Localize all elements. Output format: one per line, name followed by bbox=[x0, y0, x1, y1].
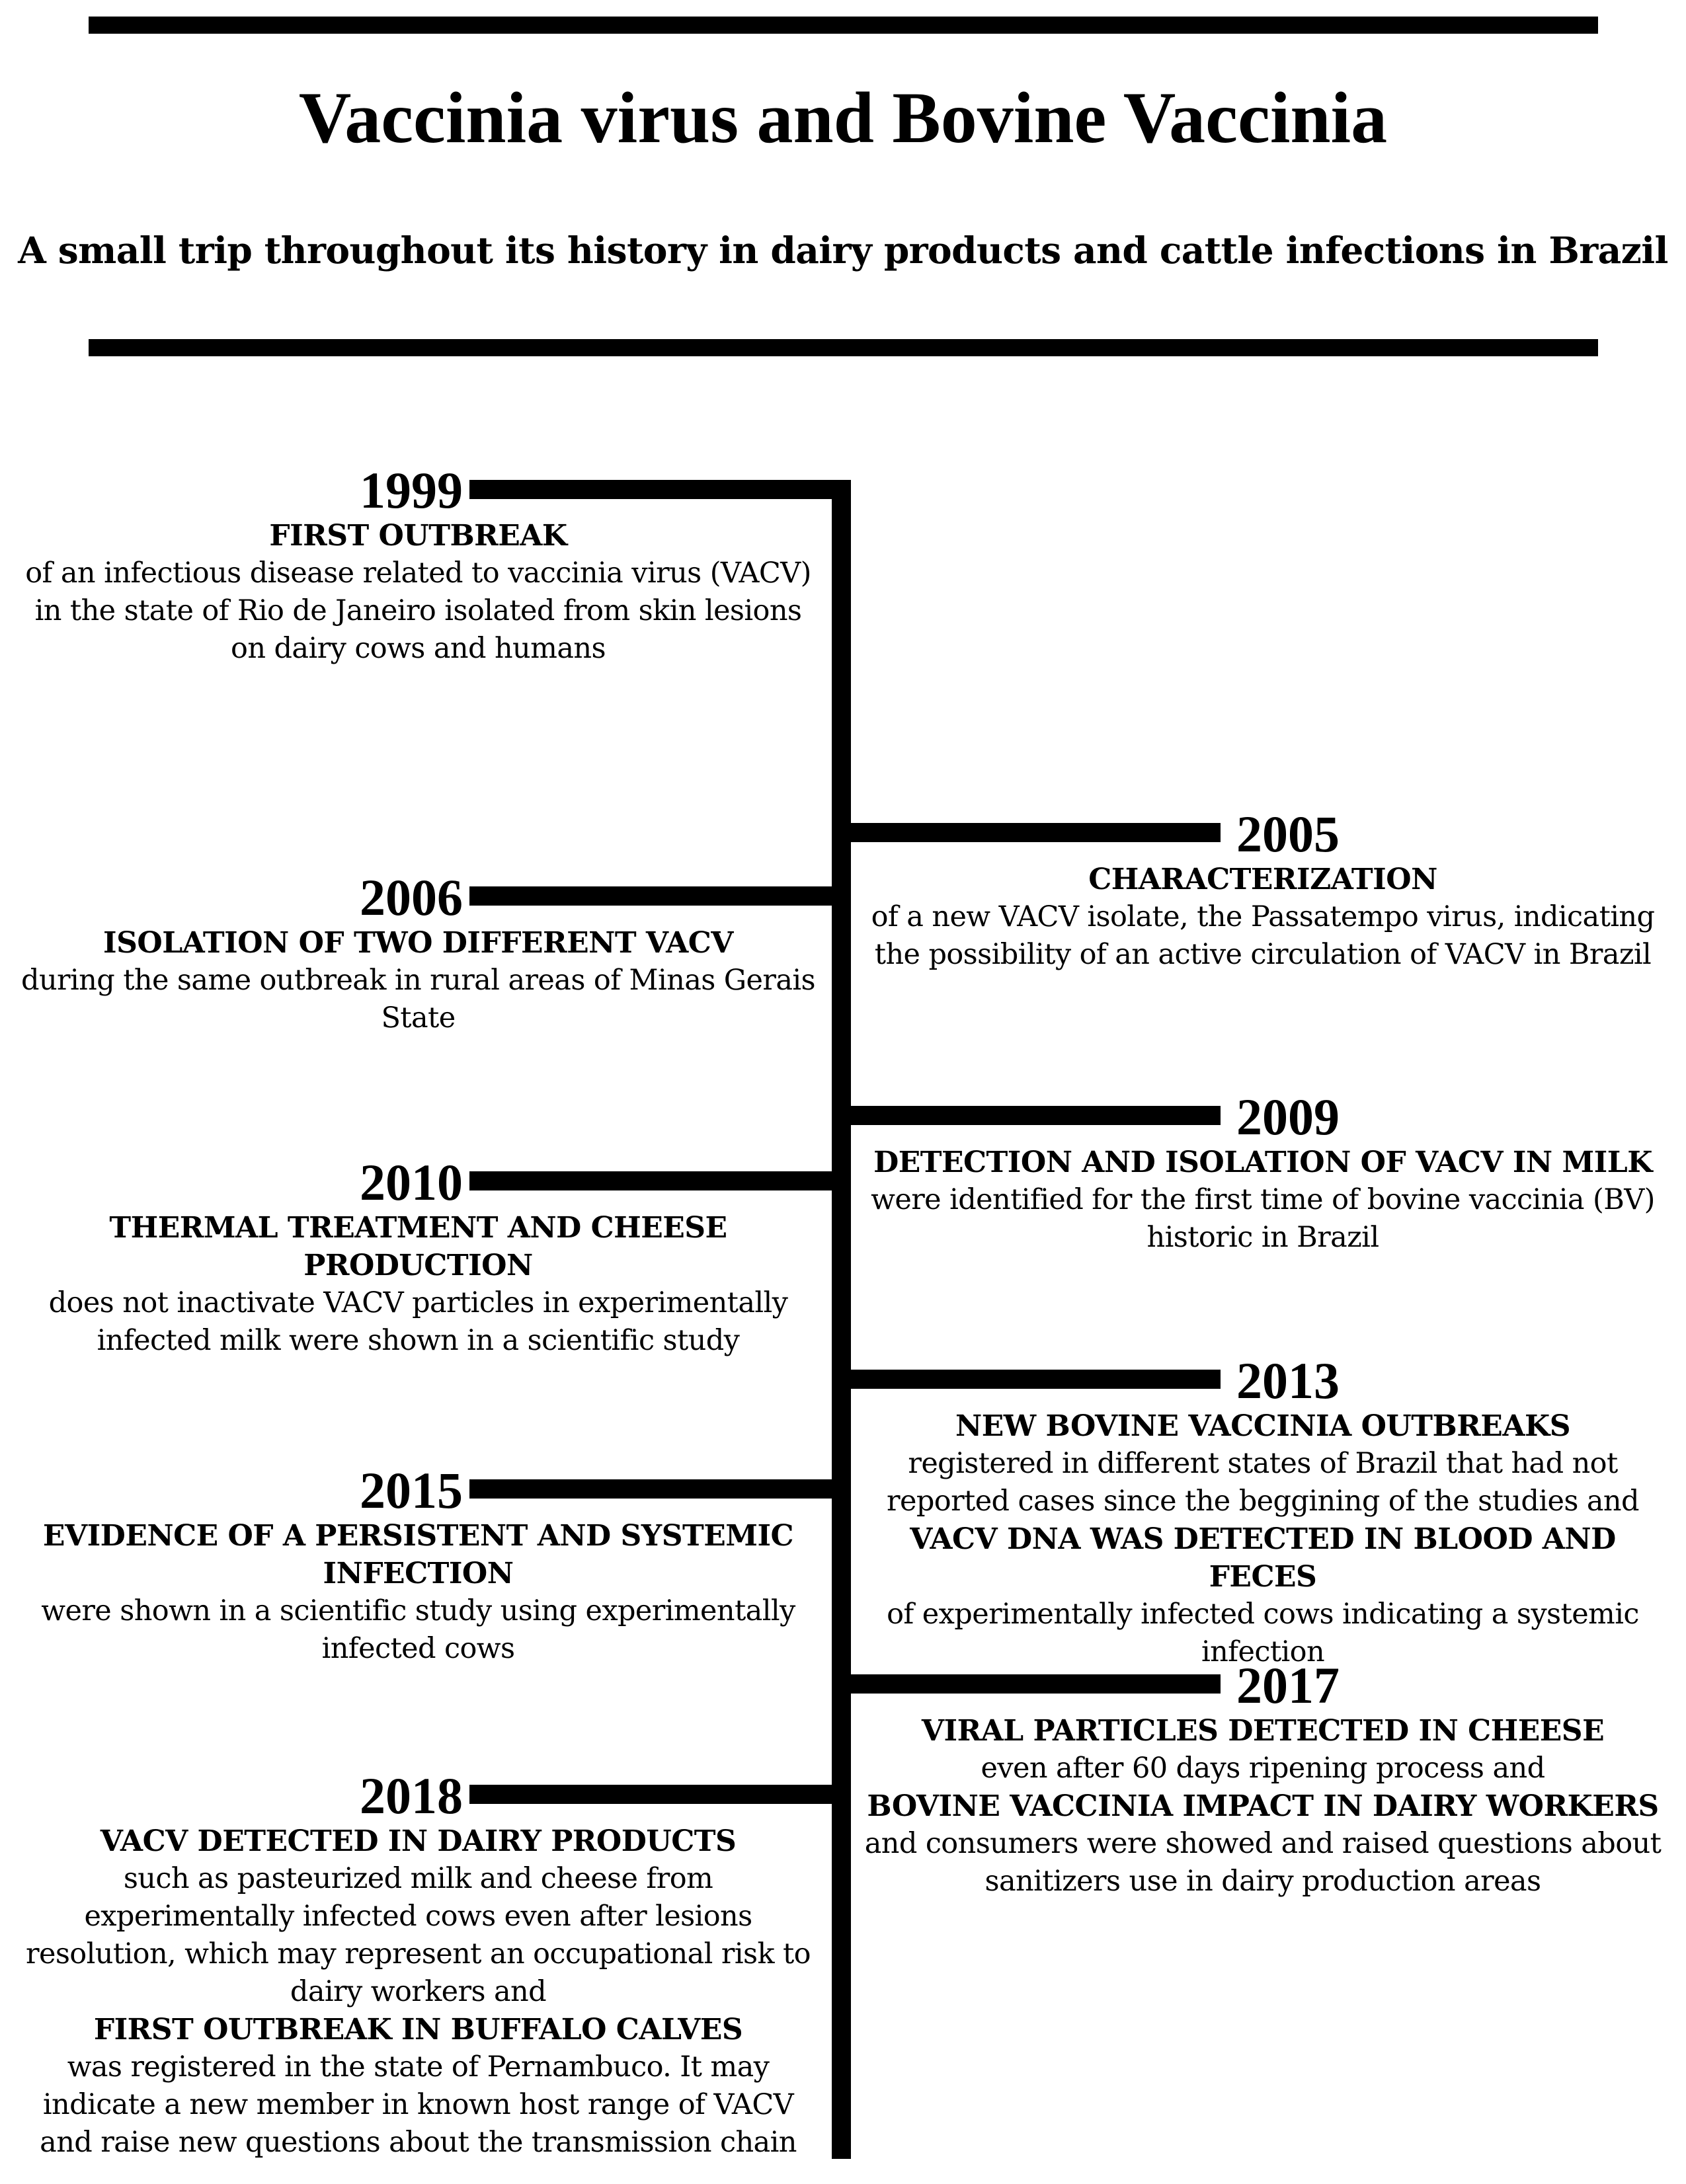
event-description: of a new VACV isolate, the Passatempo virus, indicating the possibility of an active circulation of VACV in Brazil bbox=[871, 900, 1655, 971]
timeline-spine bbox=[832, 480, 851, 2159]
page-subtitle: A small trip throughout its history in dairy products and cattle infections in Brazil bbox=[18, 229, 1668, 272]
timeline-event-2010 bbox=[20, 1153, 817, 1360]
event-heading: THERMAL TREATMENT AND CHEESE PRODUCTION bbox=[109, 1211, 727, 1282]
event-year: 2009 bbox=[1236, 1088, 1340, 1146]
event-description: during the same outbreak in rural areas of Minas Gerais State bbox=[21, 964, 815, 1034]
event-year: 2010 bbox=[360, 1153, 463, 1211]
event-description: were identified for the first time of bovine vaccinia (BV) historic in Brazil bbox=[871, 1183, 1655, 1254]
timeline-event-2017 bbox=[860, 1659, 1666, 1900]
timeline-event-2015 bbox=[20, 1464, 817, 1668]
event-heading: CHARACTERIZATION bbox=[1088, 863, 1437, 896]
event-heading: EVIDENCE OF A PERSISTENT AND SYSTEMIC INFECTION bbox=[42, 1519, 794, 1590]
timeline-event-2009 bbox=[860, 1088, 1666, 1257]
event-description: such as pasteurized milk and cheese from experimentally infected cows even after lesions resolution, which may represent an occupational risk to dairy workers and bbox=[26, 1862, 811, 2008]
event-year: 2013 bbox=[1236, 1352, 1340, 1409]
event-heading: DETECTION AND ISOLATION OF VACV IN MILK bbox=[873, 1146, 1652, 1179]
event-description-secondary: of experimentally infected cows indicating a systemic infection bbox=[887, 1598, 1639, 1668]
event-description-secondary: was registered in the state of Pernambuco. It may indicate a new member in known host range of VACV and raise new questions about the transmission chain bbox=[40, 2050, 797, 2159]
event-year: 2006 bbox=[360, 869, 463, 926]
event-heading-secondary: VACV DNA WAS DETECTED IN BLOOD AND FECES bbox=[910, 1522, 1616, 1594]
event-heading: NEW BOVINE VACCINIA OUTBREAKS bbox=[955, 1409, 1570, 1443]
event-heading: VIRAL PARTICLES DETECTED IN CHEESE bbox=[921, 1714, 1605, 1748]
event-year: 2005 bbox=[1236, 805, 1340, 863]
event-heading-secondary: FIRST OUTBREAK IN BUFFALO CALVES bbox=[93, 2013, 743, 2047]
event-description: even after 60 days ripening process and bbox=[981, 1752, 1545, 1785]
bottom-rule bbox=[89, 339, 1598, 356]
event-description: were shown in a scientific study using experimentally infected cows bbox=[41, 1594, 795, 1665]
top-rule bbox=[89, 17, 1598, 34]
event-description: registered in different states of Brazil that had not reported cases since the beggining of the studies and bbox=[887, 1447, 1639, 1518]
event-description: does not inactivate VACV particles in experimentally infected milk were shown in a scientific study bbox=[48, 1286, 788, 1357]
timeline-event-2018 bbox=[20, 1767, 817, 2162]
event-heading: FIRST OUTBREAK bbox=[269, 519, 567, 553]
timeline-event-2005 bbox=[860, 805, 1666, 974]
event-year: 2018 bbox=[360, 1767, 463, 1824]
event-heading-secondary: BOVINE VACCINIA IMPACT IN DAIRY WORKERS bbox=[867, 1789, 1659, 1823]
event-year: 2017 bbox=[1236, 1657, 1340, 1714]
timeline-event-1999 bbox=[20, 461, 817, 668]
event-year: 1999 bbox=[360, 461, 463, 519]
event-heading: VACV DETECTED IN DAIRY PRODUCTS bbox=[100, 1824, 737, 1858]
event-description-secondary: and consumers were showed and raised questions about sanitizers use in dairy production areas bbox=[864, 1827, 1662, 1898]
event-description: of an infectious disease related to vaccinia virus (VACV) in the state of Rio de Janeiro isolated from skin lesions on dairy cows and humans bbox=[25, 557, 811, 665]
event-year: 2015 bbox=[360, 1462, 463, 1519]
page-title: Vaccinia virus and Bovine Vaccinia bbox=[298, 77, 1388, 158]
timeline-event-2013 bbox=[860, 1354, 1666, 1671]
event-heading: ISOLATION OF TWO DIFFERENT VACV bbox=[103, 926, 733, 960]
timeline-event-2006 bbox=[20, 871, 817, 1037]
